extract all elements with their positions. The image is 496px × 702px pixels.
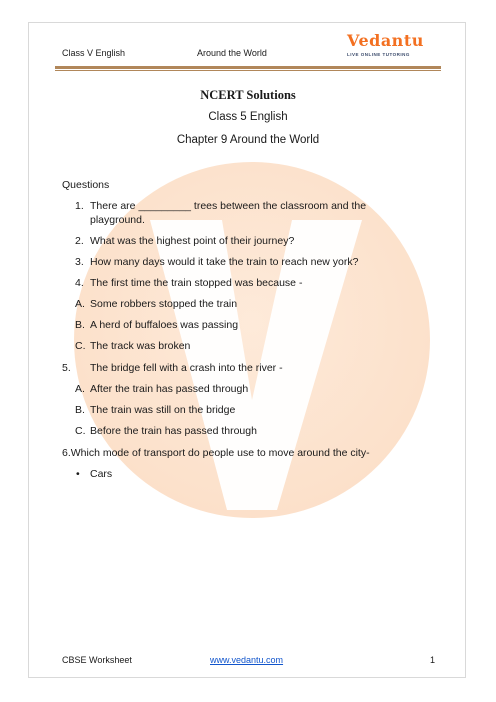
questions-heading: Questions [62, 179, 110, 191]
question-1-line-2: playground. [90, 214, 145, 226]
question-2: What was the highest point of their journey? [90, 235, 295, 247]
header-class-label: Class V English [62, 48, 126, 58]
footer-website-link[interactable]: www.vedantu.com [210, 655, 284, 665]
option-4b: A herd of buffaloes was passing [90, 319, 239, 331]
option-marker: C. [75, 340, 86, 352]
page-title: NCERT Solutions [200, 88, 296, 102]
question-3: How many days would it take the train to reach new york? [90, 256, 359, 268]
class-subtitle: Class 5 English [208, 111, 288, 123]
question-6: 6.Which mode of transport do people use to move around the city- [62, 447, 370, 459]
option-marker: B. [75, 404, 85, 416]
option-marker: B. [75, 319, 85, 331]
header-rule-thin [55, 70, 441, 71]
option-4c: The track was broken [90, 340, 191, 352]
option-5a: After the train has passed through [90, 383, 249, 395]
item-marker: 3. [75, 256, 84, 268]
question-4: The first time the train stopped was because - [90, 277, 303, 289]
question-5: The bridge fell with a crash into the river - [90, 362, 283, 374]
question-1-line-1: There are _________ trees between the classroom and the [90, 200, 367, 212]
item-marker: 2. [75, 235, 84, 247]
logo-tagline: LIVE ONLINE TUTORING [347, 52, 410, 57]
chapter-subtitle: Chapter 9 Around the World [176, 134, 320, 146]
header-rule [55, 66, 441, 69]
footer-worksheet-label: CBSE Worksheet [62, 655, 132, 665]
item-marker: 4. [75, 277, 84, 289]
option-marker: A. [75, 383, 85, 395]
header-chapter-label: Around the World [197, 48, 267, 58]
option-6-cars: Cars [90, 468, 113, 480]
logo-name: Vedantu [347, 31, 424, 50]
bullet-icon: • [76, 468, 80, 480]
option-4a: Some robbers stopped the train [90, 298, 238, 310]
option-5b: The train was still on the bridge [90, 404, 236, 416]
page-number: 1 [430, 655, 436, 665]
item-marker: 5. [62, 362, 71, 374]
option-marker: C. [75, 425, 86, 437]
option-marker: A. [75, 298, 85, 310]
option-5c: Before the train has passed through [90, 425, 257, 437]
vedantu-logo [347, 32, 429, 57]
item-marker: 1. [75, 200, 84, 212]
